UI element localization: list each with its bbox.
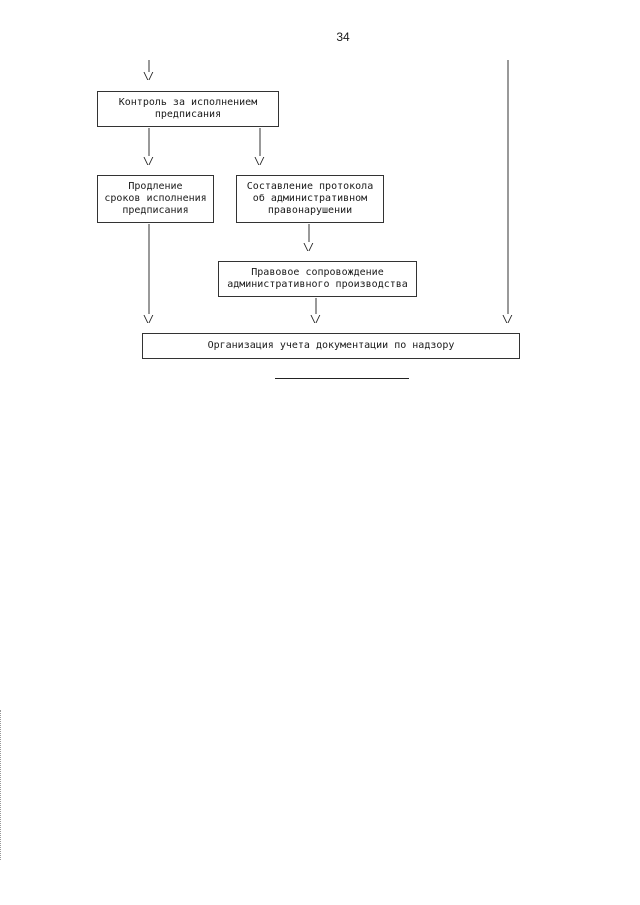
page-number: 34 bbox=[336, 30, 350, 44]
arrow-head-prolong-records: \/ bbox=[143, 314, 154, 325]
end-rule bbox=[275, 378, 409, 379]
box-control-execution bbox=[97, 91, 279, 127]
box-draw-protocol bbox=[236, 175, 384, 223]
arrow-head-legal-records: \/ bbox=[310, 314, 321, 325]
margin-scan-mark bbox=[0, 710, 3, 860]
box-control-execution-label: Контроль за исполнением предписания bbox=[118, 97, 258, 120]
arrow-head-right-records: \/ bbox=[502, 314, 513, 325]
box-records-organization-label: Организация учета документации по надзору bbox=[207, 340, 455, 351]
box-records-organization bbox=[142, 333, 520, 359]
box-legal-support-label: Правовое сопровождение административного производства bbox=[227, 267, 408, 290]
box-prolong-deadlines bbox=[97, 175, 214, 223]
box-legal-support bbox=[218, 261, 417, 297]
box-draw-protocol-label: Составление протокола об административном правонарушении bbox=[246, 181, 374, 216]
arrow-head-protocol-legal: \/ bbox=[303, 242, 314, 253]
arrow-head-control-protocol: \/ bbox=[254, 156, 265, 167]
arrow-head-control-prolong: \/ bbox=[143, 156, 154, 167]
arrow-head-incoming-control: \/ bbox=[143, 71, 154, 82]
box-prolong-deadlines-label: Продление сроков исполнения предписания bbox=[104, 181, 207, 216]
